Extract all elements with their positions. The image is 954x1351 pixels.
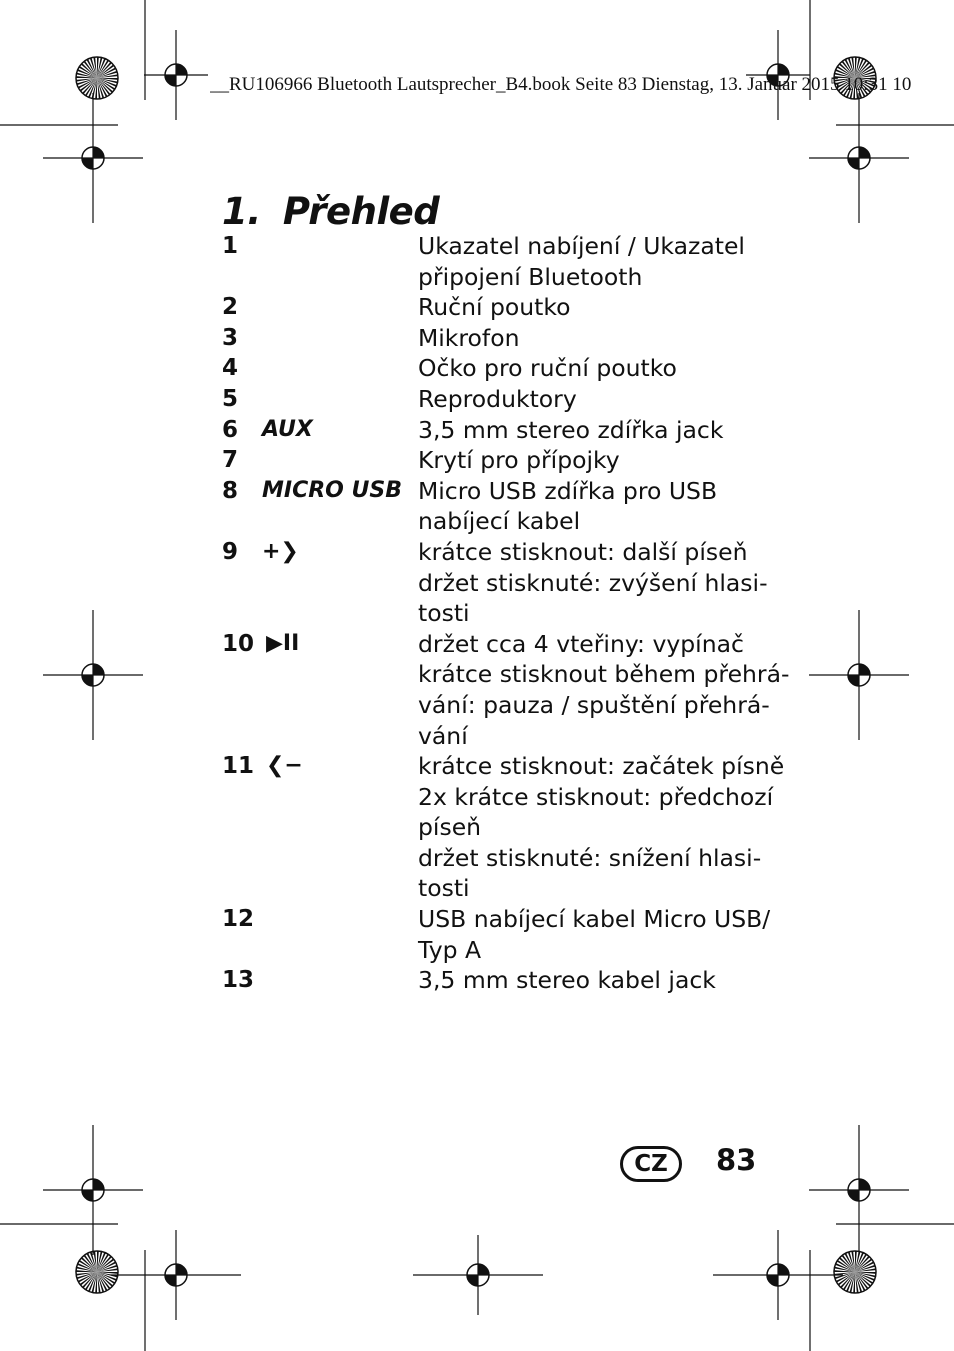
item-description <box>418 292 782 323</box>
description-line: vání: pauza / spuštění přehrá- <box>418 690 770 719</box>
item-description <box>418 476 782 537</box>
description-line: držet stisknuté: snížení hlasi- <box>418 843 762 872</box>
item-description <box>418 323 782 354</box>
item-description <box>418 445 782 476</box>
starburst-ray <box>95 78 97 99</box>
item-description <box>418 231 782 292</box>
crosshair-quadrant <box>93 664 104 675</box>
description-line: krátce stisknout: začátek písně <box>418 752 785 781</box>
crosshair-quadrant <box>467 1275 478 1286</box>
description-line: držet stisknuté: zvýšení hlasi- <box>418 568 768 597</box>
description-line: píseň <box>418 813 482 842</box>
starburst-ray <box>97 1251 99 1272</box>
item-description <box>418 904 782 965</box>
description-line: 3,5 mm stereo kabel jack <box>418 966 716 995</box>
item-label: +❯ <box>262 538 299 564</box>
starburst-ray <box>855 1251 857 1272</box>
description-line: Krytí pro přípojky <box>418 446 620 475</box>
section-number: 1. <box>222 190 261 233</box>
description-line: Ruční poutko <box>418 293 571 322</box>
description-line: USB nabíjecí kabel Micro USB/ <box>418 905 771 934</box>
description-line: Reproduktory <box>418 384 577 413</box>
list-item <box>222 292 782 323</box>
description-line: Očko pro ruční poutko <box>418 354 677 383</box>
item-number: 6 <box>222 416 239 443</box>
list-item <box>222 323 782 354</box>
item-number: 10 <box>222 630 255 657</box>
item-number: 7 <box>222 447 239 474</box>
crosshair-quadrant <box>767 1275 778 1286</box>
description-line: Typ A <box>418 935 482 964</box>
item-description <box>418 384 782 415</box>
crosshair-quadrant <box>165 75 176 86</box>
country-badge: CZ <box>620 1146 682 1182</box>
crosshair-quadrant <box>93 1179 104 1190</box>
item-label: MICRO USB <box>262 477 403 503</box>
description-line: krátce stisknout: další píseň <box>418 537 748 566</box>
description-line: 3,5 mm stereo zdířka jack <box>418 415 724 444</box>
item-number: 12 <box>222 906 255 933</box>
crosshair-quadrant <box>478 1264 489 1275</box>
list-item <box>222 751 785 904</box>
item-number: 8 <box>222 477 239 504</box>
item-number: 3 <box>222 324 239 351</box>
starburst-ray <box>834 1270 855 1272</box>
item-description <box>418 537 782 629</box>
description-line: tosti <box>418 874 470 903</box>
item-description <box>418 965 782 996</box>
item-number: 4 <box>222 355 239 382</box>
print-file-header: __RU106966 Bluetooth Lautsprecher_B4.book Seite 83 Dienstag, 13. Januar 2015 10:31 10 <box>210 74 912 95</box>
description-line: vání <box>418 721 468 750</box>
description-line: Ukazatel nabíjení / Ukazatel <box>418 232 745 260</box>
crosshair-quadrant <box>859 664 870 675</box>
crosshair-quadrant <box>848 158 859 169</box>
list-item <box>222 353 782 384</box>
item-number: 1 <box>222 233 239 259</box>
list-item <box>222 384 782 415</box>
crosshair-quadrant <box>848 675 859 686</box>
starburst-ray <box>76 76 97 78</box>
item-description <box>418 353 782 384</box>
item-description <box>418 751 785 904</box>
item-description <box>418 415 782 446</box>
list-item <box>222 476 782 537</box>
item-label: AUX <box>262 416 313 442</box>
section-title-text: Přehled <box>282 190 440 233</box>
list-item <box>222 415 782 446</box>
starburst-ray <box>855 1272 876 1274</box>
crosshair-quadrant <box>176 64 187 75</box>
item-number: 13 <box>222 967 255 994</box>
crosshair-quadrant <box>93 147 104 158</box>
starburst-ray <box>76 1270 97 1272</box>
description-line: tosti <box>418 599 470 628</box>
crosshair-quadrant <box>82 675 93 686</box>
list-item <box>222 904 782 965</box>
description-line: krátce stisknout během přehrá- <box>418 660 790 689</box>
item-label: ▶II <box>266 630 300 656</box>
description-line: Mikrofon <box>418 323 520 352</box>
description-line: Micro USB zdířka pro USB <box>418 476 718 505</box>
starburst-ray <box>97 78 118 80</box>
item-number: 2 <box>222 294 239 321</box>
crosshair-quadrant <box>82 1190 93 1201</box>
starburst-ray <box>97 57 99 78</box>
list-item <box>222 445 782 476</box>
crosshair-quadrant <box>176 1264 187 1275</box>
item-number: 9 <box>222 538 239 565</box>
starburst-ray <box>95 1272 97 1293</box>
crosshair-quadrant <box>778 1264 789 1275</box>
page-number: 83 <box>716 1143 757 1177</box>
crosshair-quadrant <box>848 1190 859 1201</box>
description-line: držet cca 4 vteřiny: vypínač <box>418 629 744 658</box>
starburst-ray <box>97 1272 118 1274</box>
list-item <box>222 965 782 996</box>
list-item <box>222 231 782 292</box>
item-number: 5 <box>222 385 239 412</box>
crosshair-quadrant <box>859 1179 870 1190</box>
parts-list <box>222 231 790 996</box>
list-item <box>222 537 782 629</box>
crosshair-quadrant <box>859 147 870 158</box>
crosshair-quadrant <box>82 158 93 169</box>
item-label: ❮− <box>266 753 303 779</box>
item-number: 11 <box>222 753 255 780</box>
item-description <box>418 629 790 751</box>
description-line: připojení Bluetooth <box>418 262 643 291</box>
description-line: 2x krátce stisknout: předchozí <box>418 782 774 811</box>
crosshair-quadrant <box>165 1275 176 1286</box>
description-line: nabíjecí kabel <box>418 507 581 536</box>
starburst-ray <box>853 1272 855 1293</box>
section-title <box>222 190 439 233</box>
list-item <box>222 629 790 751</box>
